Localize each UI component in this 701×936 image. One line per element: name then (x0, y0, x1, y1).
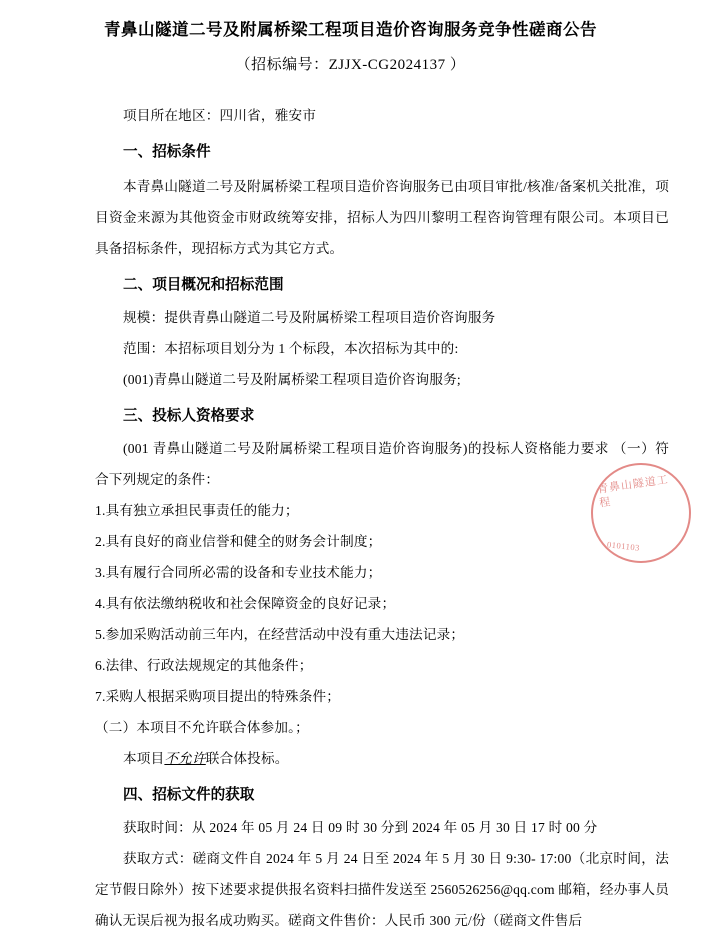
emphasis-text: 不允许 (164, 750, 206, 766)
official-seal-stamp (591, 463, 691, 563)
section-3-item-2: 2.具有良好的商业信誉和健全的财务会计制度； (95, 533, 382, 549)
page-title: 青鼻山隧道二号及附属桥梁工程项目造价咨询服务竞争性磋商公告 (104, 20, 597, 39)
section-3-item-3: 3.具有履行合同所必需的设备和专业技术能力； (95, 564, 382, 580)
document-page (0, 18, 701, 928)
section-3-item-7: 7.采购人根据采购项目提出的特殊条件； (95, 688, 341, 704)
section-heading-4: 四、招标文件的获取 (123, 786, 255, 803)
section-3-paragraph-1: (001 青鼻山隧道二号及附属桥梁工程项目造价咨询服务)的投标人资格能力要求 （一）符合下列规定的条件： (95, 440, 669, 487)
project-location: 项目所在地区：四川省，雅安市 (123, 107, 317, 123)
emphasis-prefix: 本项目 (123, 750, 165, 766)
section-2-paragraph-2: 范围：本招标项目划分为 1 个标段，本次招标为其中的: (123, 340, 459, 356)
section-3-item-4: 4.具有依法缴纳税收和社会保障资金的良好记录； (95, 595, 396, 611)
section-3-item-1: 1.具有独立承担民事责任的能力； (95, 502, 299, 518)
section-4-paragraph-2: 获取方式：磋商文件自 2024 年 5 月 24 日至 2024 年 5 月 30 日 9:30- 17:00（北京时间，法定节假日除外）按下述要求提供报名资料扫描件发送至 2560526256@qq.com 邮箱，经办事人员确认无误后视为报名成功购买。磋商文件售价：人民币 300 元/份（磋商文件售后 (95, 850, 669, 928)
section-3-item-5: 5.参加采购活动前三年内，在经营活动中没有重大违法记录； (95, 626, 465, 642)
section-heading-2: 二、项目概况和招标范围 (123, 276, 284, 293)
tender-number: （招标编号：ZJJX-CG2024137 ） (235, 56, 466, 73)
section-heading-1: 一、招标条件 (123, 143, 211, 160)
section-4-paragraph-1: 获取时间：从 2024 年 05 月 24 日 09 时 30 分到 2024 年 05 月 30 日 17 时 00 分 (123, 819, 598, 835)
section-heading-3: 三、投标人资格要求 (123, 407, 255, 424)
section-3-item-8: （二）本项目不允许联合体参加。； (95, 719, 309, 735)
seal-text: 青鼻山隧道工程 (596, 473, 670, 510)
section-3-item-6: 6.法律、行政法规规定的其他条件； (95, 657, 313, 673)
section-2-paragraph-1: 规模：提供青鼻山隧道二号及附属桥梁工程项目造价咨询服务 (123, 309, 496, 325)
seal-number: 0101103 (606, 539, 641, 553)
section-3-emphasis-paragraph (95, 743, 669, 774)
section-2-paragraph-3: (001)青鼻山隧道二号及附属桥梁工程项目造价咨询服务; (123, 371, 461, 387)
emphasis-suffix: 联合体投标。 (205, 750, 289, 766)
section-1-paragraph-1: 本青鼻山隧道二号及附属桥梁工程项目造价咨询服务已由项目审批/核准/备案机关批准，项目资金来源为其他资金市财政统筹安排，招标人为四川黎明工程咨询管理有限公司。本项目已具备招标条件，现招标方式为其它方式。 (95, 178, 669, 256)
